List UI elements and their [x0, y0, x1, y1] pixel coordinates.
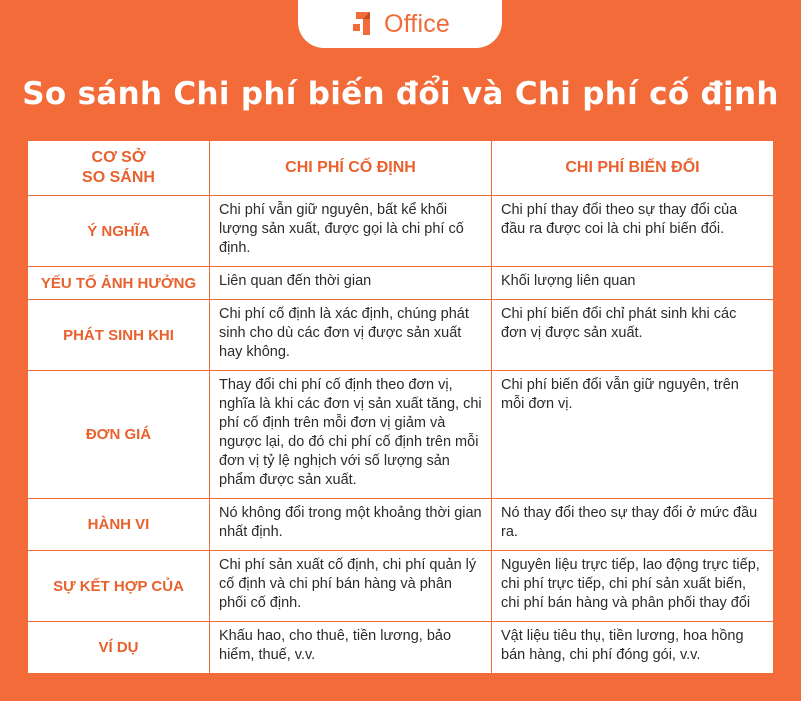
fixed-cost-cell-text: Chi phí cố định là xác định, chúng phát sinh cho dù các đơn vị được sản xuất hay không.: [219, 306, 469, 360]
fixed-cost-cell-text: Chi phí sản xuất cố định, chi phí quản lý cố định và chi phí bán hàng và phân phối cố định.: [219, 557, 477, 611]
fixed-cost-cell: [210, 196, 492, 267]
office-logo-icon: [350, 8, 380, 40]
logo-text: Office: [383, 9, 451, 38]
variable-cost-cell: [492, 499, 774, 551]
table-row: [28, 196, 774, 267]
fixed-cost-cell: [210, 371, 492, 499]
table-row: [28, 371, 774, 499]
header-fixed-cost: CHI PHÍ CỐ ĐỊNH: [210, 141, 492, 196]
fixed-cost-cell-text: Nó không đổi trong một khoảng thời gian nhất định.: [219, 505, 482, 540]
variable-cost-cell: [492, 622, 774, 674]
fixed-cost-cell-text: Liên quan đến thời gian: [219, 273, 372, 289]
fixed-cost-cell-text: Khấu hao, cho thuê, tiền lương, bảo hiểm, thuế, v.v.: [219, 628, 452, 663]
variable-cost-cell: [492, 371, 774, 499]
logo-tab: [298, 0, 502, 48]
header-criteria: [28, 141, 210, 196]
table-row: [28, 499, 774, 551]
variable-cost-cell: [492, 196, 774, 267]
comparison-table: [27, 140, 774, 674]
row-criterion-text: VÍ DỤ: [98, 639, 139, 656]
row-criterion-text: ĐƠN GIÁ: [85, 426, 152, 443]
row-criterion-text: HÀNH VI: [87, 516, 150, 533]
variable-cost-cell-text: Chi phí biến đổi chỉ phát sinh khi các đơn vị được sản xuất.: [501, 306, 737, 341]
fixed-cost-cell: [210, 622, 492, 674]
row-criterion-text: SỰ KẾT HỢP CỦA: [53, 577, 184, 595]
comparison-table-container: [27, 140, 773, 674]
fixed-cost-cell: [210, 300, 492, 371]
table-row: [28, 300, 774, 371]
table-row: [28, 622, 774, 674]
variable-cost-cell: [492, 267, 774, 300]
row-criterion: [28, 622, 210, 674]
variable-cost-cell-text: Nó thay đổi theo sự thay đổi ở mức đầu ra.: [501, 505, 758, 540]
fixed-cost-cell-text: Thay đổi chi phí cố định theo đơn vị, nghĩa là khi các đơn vị sản xuất tăng, chi phí cố định trên mỗi đơn vị giảm và ngược lại, do đó chi phí cố định trên mỗi đơn vị tỷ lệ nghịch với số lượng sản phẩm được sản xuất.: [219, 377, 482, 488]
row-criterion: [28, 300, 210, 371]
header-criteria-label: CƠ SỞ SO SÁNH: [82, 149, 155, 186]
row-criterion: [28, 196, 210, 267]
row-criterion-text: Ý NGHĨA: [87, 222, 150, 240]
table-header-row: [28, 141, 774, 196]
fixed-cost-cell-text: Chi phí vẫn giữ nguyên, bất kể khối lượng sản xuất, được gọi là chi phí cố định.: [219, 202, 464, 256]
row-criterion-text: YẾU TỐ ẢNH HƯỞNG: [40, 274, 197, 292]
fixed-cost-cell: [210, 551, 492, 622]
table-row: [28, 551, 774, 622]
variable-cost-cell: [492, 300, 774, 371]
row-criterion: [28, 371, 210, 499]
fixed-cost-cell: [210, 267, 492, 300]
row-criterion: [28, 499, 210, 551]
row-criterion: [28, 267, 210, 300]
row-criterion: [28, 551, 210, 622]
variable-cost-cell: [492, 551, 774, 622]
fixed-cost-cell: [210, 499, 492, 551]
variable-cost-cell-text: Chi phí thay đổi theo sự thay đổi của đầu ra được coi là chi phí biến đổi.: [501, 202, 738, 237]
table-row: [28, 267, 774, 300]
row-criterion-text: PHÁT SINH KHI: [63, 326, 174, 344]
header-variable-cost: CHI PHÍ BIẾN ĐỔI: [492, 141, 774, 196]
page-title: So sánh Chi phí biến đổi và Chi phí cố định: [22, 76, 779, 112]
variable-cost-cell-text: Chi phí biến đổi vẫn giữ nguyên, trên mỗi đơn vị.: [501, 377, 739, 412]
variable-cost-cell-text: Vật liệu tiêu thụ, tiền lương, hoa hồng bán hàng, chi phí đóng gói, v.v.: [501, 628, 744, 663]
variable-cost-cell-text: Nguyên liệu trực tiếp, lao động trực tiếp, chi phí trực tiếp, chi phí sản xuất biến, chi phí bán hàng và phân phối thay đổi: [501, 557, 760, 611]
variable-cost-cell-text: Khối lượng liên quan: [501, 273, 636, 289]
